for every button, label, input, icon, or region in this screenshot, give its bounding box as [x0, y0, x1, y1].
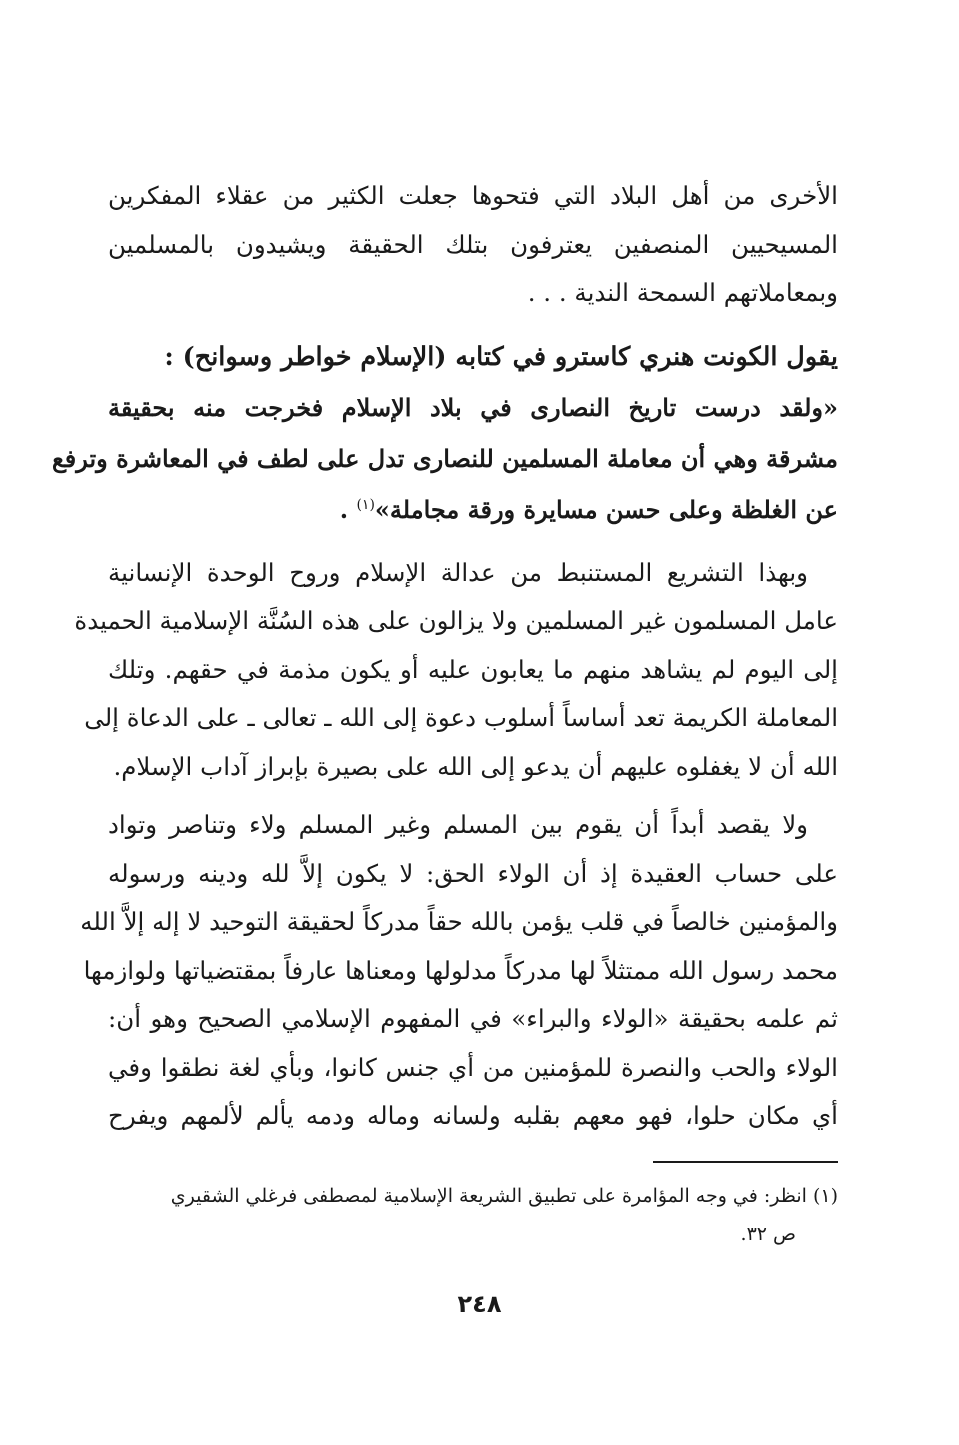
- text-line: الله أن لا يغفلوه عليهم أن يدعو إلى الله على بصيرة بإبراز آداب الإسلام.: [113, 751, 838, 781]
- text-line: والمؤمنين خالصاً في قلب يؤمن بالله حقاً مدركاً لحقيقة التوحيد لا إله إلاَّ الله: [80, 907, 838, 936]
- text-line: المعاملة الكريمة تعد أساساً أسلوب دعوة إلى الله ـ تعالى ـ على الدعاة إلى: [84, 703, 838, 732]
- text-line: محمد رسول الله ممتثلاً لها مدركاً مدلولها ومعناها عارفاً بمقتضياتها ولوازمها: [83, 955, 838, 985]
- page-number: ٢٤٨: [457, 1290, 502, 1318]
- footnote-reference: (١): [356, 496, 375, 513]
- footnote-line: ص ٣٢.: [740, 1222, 796, 1245]
- quote-line: مشرقة وهي أن معاملة المسلمين للنصارى تدل على لطف في المعاشرة وترفع: [51, 443, 838, 473]
- text-line: إلى اليوم لم يشاهد منهم ما يعابون عليه أو يكون مذمة في حقهم. وتلك: [108, 654, 838, 684]
- body-paragraph-3: [80, 801, 838, 1141]
- body-paragraph-2: [74, 549, 838, 792]
- footnote-line: (١) انظر: في وجه المؤامرة على تطبيق الشريعة الإسلامية لمصطفى فرغلي الشقيري: [170, 1184, 838, 1207]
- footnote: [108, 1177, 838, 1253]
- text-line: ولا يقصد أبداً أن يقوم بين المسلم وغير المسلم ولاء وتناصر وتواد: [108, 810, 808, 839]
- page-body: [51, 172, 838, 1253]
- text-line: وبمعاملاتهم السمحة الندية . . .: [527, 278, 838, 307]
- quote-paragraph: [51, 382, 838, 535]
- text-line: وبهذا التشريع المستنبط من عدالة الإسلام وروح الوحدة الإنسانية: [108, 557, 808, 587]
- quote-line: «ولقد درست تاريخ النصارى في بلاد الإسلام فخرجت منه بحقيقة: [108, 392, 838, 422]
- section-heading: يقول الكونت هنري كاسترو في كتابه (الإسلام خواطر وسوانح) :: [164, 341, 838, 372]
- intro-paragraph: [108, 172, 838, 318]
- quote-line-text: عن الغلظة وعلى حسن مسايرة ورقة مجاملة»: [374, 494, 838, 524]
- quote-line-last: [108, 484, 838, 535]
- text-line: الأخرى من أهل البلاد التي فتحوها جعلت الكثير من عقلاء المفكرين: [108, 181, 838, 210]
- text-line: المسيحيين المنصفين يعترفون بتلك الحقيقة ويشيدون بالمسلمين: [108, 229, 838, 259]
- text-line: أي مكان حلوا، فهو معهم بقلبه ولسانه وماله ودمه يألم لألمهم ويفرح: [108, 1101, 838, 1130]
- text-line: على حساب العقيدة إذ أن الولاء الحق: لا يكون إلاَّ لله ودينه ورسوله: [108, 858, 838, 888]
- text-line: الولاء والحب والنصرة للمؤمنين من أي جنس كانوا، وبأي لغة نطقوا وفي: [108, 1052, 838, 1082]
- text-line: ثم علمه بحقيقة «الولاء والبراء» في المفهوم الإسلامي الصحيح وهو أن:: [108, 1004, 838, 1033]
- footnote-divider: [653, 1161, 838, 1163]
- text-line: عامل المسلمون غير المسلمين ولا يزالون على هذه السُنَّة الإسلامية الحميدة: [74, 606, 838, 635]
- quote-end-mark: .: [339, 494, 357, 524]
